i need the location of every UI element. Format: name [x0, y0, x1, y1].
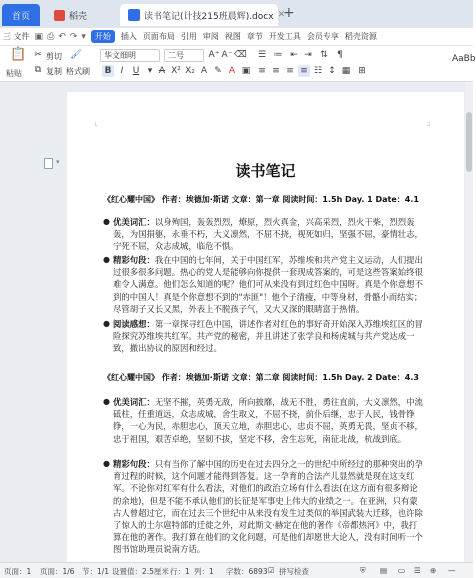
list-item [103, 396, 423, 445]
outline-mode-icon[interactable]: ☰ [414, 566, 421, 575]
bullet: ● [103, 319, 110, 328]
ribbon [0, 46, 476, 82]
decrease-indent-icon[interactable]: ⇤ [290, 50, 298, 60]
cut-label[interactable]: 剪切 [46, 52, 62, 61]
item-label: 阅读感想： [113, 319, 155, 329]
save-icon[interactable]: ▣ [34, 31, 44, 42]
paste-icon[interactable]: 📋 [10, 47, 27, 62]
menu-developer[interactable]: 开发工具 [268, 32, 301, 41]
menu-page-layout[interactable]: 页面布局 [142, 32, 175, 41]
tab-bar [0, 0, 473, 28]
document-area [0, 82, 473, 562]
tab-document-label: 读书笔记(计技215班晨辉).docx [144, 11, 274, 22]
shading-icon[interactable]: ▦ [341, 66, 351, 76]
item-text: 无坚不摧，英勇无敌，所向披靡，战无不胜，勇往直前，大义凛然，中流砥柱，任重道远，众志成城，舍生取义，不屈不挠，前仆后继，忠于人民，钱骨铮铮，一心为民，赤胆忠心，顶天立地，赤胆忠心，忠贞不屈，英勇无畏，坚贞不移，忠于祖国，艰苦卓绝，坚韧不拔，坚定不移，舍生忘死，南征北战，杭战到底。 [113, 397, 423, 444]
sort-icon[interactable]: ⇅ [320, 50, 328, 60]
bullets-icon[interactable]: ☰ [257, 50, 267, 60]
bullet: ● [103, 459, 110, 468]
show-marks-icon[interactable]: ¶ [337, 50, 343, 60]
tab-home[interactable] [2, 4, 40, 26]
close-tab-icon[interactable]: ✕ [277, 10, 286, 20]
paste-label[interactable]: 粘贴 [6, 69, 22, 78]
chapter-heading: 《红心耀中国》 作者：埃德加·斯诺 文章：第二章 阅读时间：1.5h Day. 2 Date：4.3 [103, 373, 419, 382]
list-item [103, 216, 423, 253]
menu-reference[interactable]: 引用 [180, 32, 197, 41]
italic-icon[interactable]: I [120, 66, 124, 76]
tab-home-label: 首页 [11, 11, 30, 22]
menu-file[interactable]: 三 文件 [3, 32, 30, 41]
status-section[interactable]: 节：1/1 [82, 567, 110, 576]
superscript-icon[interactable]: X² [171, 66, 181, 76]
style-preview[interactable]: AaBb [452, 54, 476, 64]
item-label: 优美词汇： [113, 397, 155, 407]
cut-icon[interactable]: ✂ [34, 50, 42, 60]
menu-bar [0, 28, 473, 46]
redo-icon[interactable]: ↷ [69, 31, 78, 42]
tab-store-label: 稻壳 [69, 11, 88, 22]
page-mode-icon[interactable]: ▭ [398, 566, 406, 575]
list-item [103, 318, 423, 355]
borders-icon[interactable]: ⊞ [358, 66, 366, 76]
status-row[interactable]: 行：1 [170, 567, 190, 576]
distribute-icon[interactable]: ☷ [313, 66, 323, 76]
item-label: 优美词汇： [113, 217, 155, 227]
status-pages[interactable]: 页面：1/6 [40, 567, 75, 576]
menu-start[interactable]: 开始 [91, 30, 115, 43]
justify-icon[interactable]: ≡ [298, 65, 310, 77]
align-center-icon[interactable]: ≡ [272, 66, 280, 76]
bullet: ● [103, 217, 110, 226]
item-label: 精彩句段： [113, 255, 155, 265]
web-mode-icon[interactable]: ⊕ [430, 566, 437, 575]
spellcheck-icon[interactable]: ☑ [268, 566, 275, 575]
status-bar [0, 562, 473, 578]
format-painter-icon[interactable]: 🖌 [70, 50, 82, 60]
print-icon[interactable]: ⎙ [47, 31, 55, 42]
zoom-out-icon[interactable]: — [448, 566, 456, 575]
status-wordcount[interactable]: 字数：6893 [226, 567, 268, 576]
bullet: ● [103, 397, 110, 406]
document-page[interactable] [67, 92, 464, 562]
status-col[interactable]: 列：1 [194, 567, 214, 576]
subscript-icon[interactable]: X₂ [185, 66, 195, 76]
align-right-icon[interactable]: ≡ [286, 66, 294, 76]
copy-icon[interactable]: ⧉ [34, 65, 42, 75]
menu-review[interactable]: 审阅 [202, 32, 219, 41]
font-color-icon[interactable]: A [228, 66, 236, 76]
grow-font-icon[interactable]: A⁺ [208, 50, 220, 60]
increase-indent-icon[interactable]: ⇥ [304, 50, 312, 60]
font-color-dropdown-icon[interactable]: ▾ [147, 66, 153, 76]
list-item [103, 458, 423, 556]
document-title: 读书笔记 [235, 162, 296, 180]
tab-document[interactable] [120, 4, 286, 26]
item-text: 只有当你了解中国的历史在过去四分之一的世纪中所经过的那种突出的孕育过程的时候，这个问题才能得到答复。这一孕育的合法产儿显然就是现在这支红军。不论你对红军有什么看法，对他们的政治立场有什么看法(在这方面有很多辩论的余地)，但是不能不承认他们的长征是军事史上伟大的业绩之一。在亚洲，只有蒙古人曾超过它，而在过去三个世纪中从来没有发生过类似的举国武装大迁移，也许除了惊人的土尔扈特部的迁徙之外，对此斯文·赫定在他的著作《帝都热河》中，我打算在他的著作。我打算在他们的文化问题，可是他们却愿世大论人，没有时间听一个图书馆助理员说南方话。 [113, 459, 423, 555]
font-size-value: 二号 [168, 51, 184, 60]
status-setting[interactable]: 设置值：2.5厘米 [112, 567, 169, 576]
bold-icon[interactable]: B [102, 65, 114, 77]
underline-icon[interactable]: U [132, 66, 140, 76]
chapter-heading: 《红心耀中国》 作者：埃德加·斯诺 文章：第一章 阅读时间：1.5h Day. 1 Date：4.1 [103, 195, 419, 204]
scrollbar-thumb[interactable] [466, 112, 472, 172]
chevron-down-icon[interactable]: ▾ [56, 158, 60, 166]
clear-format-icon[interactable]: ⌫ [234, 50, 247, 60]
highlight-icon[interactable]: ✎ [214, 66, 222, 76]
more-icon[interactable]: ▾ [81, 31, 86, 42]
status-page[interactable]: 页面：1 [4, 567, 32, 576]
shrink-font-icon[interactable]: A⁻ [221, 50, 233, 60]
tab-store[interactable] [46, 4, 116, 26]
menu-insert[interactable]: 插入 [120, 32, 137, 41]
protect-icon[interactable]: ⛨ [360, 566, 366, 575]
document-map-icon[interactable] [44, 158, 53, 169]
font-family-select[interactable] [100, 49, 160, 62]
font-size-select[interactable] [164, 49, 204, 62]
format-painter-label[interactable]: 格式刷 [66, 67, 90, 76]
word-doc-icon [128, 9, 140, 21]
undo-icon[interactable]: ↶ [58, 31, 66, 42]
vertical-scrollbar[interactable] [465, 82, 473, 562]
bullet: ● [103, 255, 110, 264]
corner-mark: └ [93, 122, 98, 130]
item-label: 精彩句段： [113, 459, 155, 469]
read-mode-icon[interactable]: ▤ [380, 566, 388, 575]
docer-logo-icon [54, 10, 65, 21]
menu-docer[interactable]: 稻壳资源 [344, 32, 377, 41]
line-spacing-icon[interactable]: ↕ [328, 66, 336, 76]
text-effect-icon[interactable]: A [200, 66, 208, 76]
menu-view[interactable]: 视图 [224, 32, 241, 41]
menu-member[interactable]: 会员专享 [306, 32, 339, 41]
strikethrough-icon[interactable]: A [158, 66, 166, 76]
menu-section[interactable]: 章节 [246, 32, 263, 41]
item-text: 以身殉国，轰轰烈烈，燎原，烈火真金，兴高采烈，烈火干柴，烈烈轰轰，为国捐躯，永垂不朽，大义凛然，不屈不挠，视死如归，坚强不屈，豪情壮志，宁死不屈，众志成城，临危不惧。 [113, 217, 423, 252]
new-tab-button[interactable]: + [283, 5, 295, 21]
font-family-value: 华文细明 [104, 51, 136, 60]
copy-label[interactable]: 复制 [46, 67, 62, 76]
numbering-icon[interactable]: ≔ [273, 50, 283, 60]
corner-mark: ┘ [427, 122, 432, 130]
item-text: 我在中国的七年间，关于中国红军，苏维埃和共产党主义运动，人们提出过很多很多问题。热心的党人是能够向你提供一套现成答案的，可是这些答案始终很难令人满意。他们怎么知道的呢？他们可从来没有到过红色中国呀。真是个你意想不到的中国人！真是个你意想不到的"赤匪"！他个子清瘦，中等身材，骨骼小而结实；尽管胡子又长又黑，外表上不脱孩子气，又大又深的眼睛富于热情。 [113, 255, 423, 314]
list-item [103, 254, 423, 315]
status-spellcheck[interactable]: 拼写检查 [279, 567, 309, 576]
align-left-icon[interactable]: ≡ [258, 66, 266, 76]
item-text: 第一章探寻红色中国，讲述作者对红色的事好奇开始深入苏维埃红区的冒险探究苏维埃共红军。共产党的秘密，并且讲述了张学良和杨虎城与共产党达成一致，撤出协议的原因和经过。 [113, 319, 423, 354]
char-shading-icon[interactable]: ▣ [241, 66, 251, 76]
